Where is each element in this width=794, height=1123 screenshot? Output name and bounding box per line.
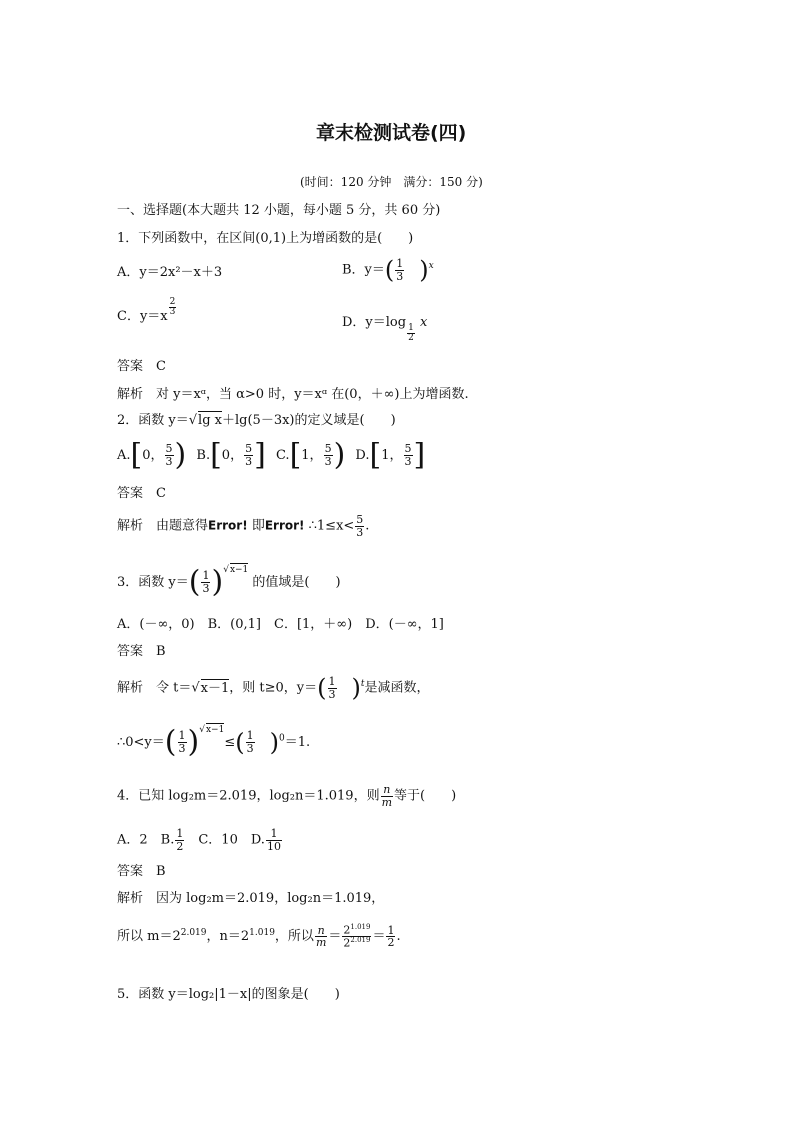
question-2-option-b: B.[0， $\frac{5}{3}$ ] <box>196 437 266 472</box>
question-2-options <box>117 437 426 472</box>
question-1-option-a: A．y＝2x²－x＋3 <box>117 265 223 280</box>
question-2-option-c: C.[1， $\frac{5}{3}$ ) <box>275 437 346 472</box>
question-2-answer: 答案 C <box>117 486 166 501</box>
question-3-stem: 3．函数 y＝( $\frac{1}{3}$ )$^{√x-1}$ 的值域是( ) <box>117 564 341 600</box>
question-4-analysis-line-1: 解析 因为 log₂m＝2.019，log₂n＝1.019， <box>117 891 385 906</box>
question-3-analysis-line-1: 解析 令 t＝√x－1，则 t≥0，y＝( $\frac{1}{3}$ )$^t$是减函数， <box>117 674 430 703</box>
page-title: 章末检测试卷(四) <box>316 122 467 144</box>
question-4-stem: 4．已知 log₂m＝2.019，log₂n＝1.019，则 $\frac{n}{m}$ 等于( ) <box>117 783 457 809</box>
question-2-stem: 2．函数 y＝√lg x＋lg(5－3x)的定义域是( ) <box>117 413 396 428</box>
question-2-option-a: A.[0， $\frac{5}{3}$ ) <box>117 437 187 472</box>
question-2-option-d: D.[1， $\frac{5}{3}$ ] <box>355 437 426 472</box>
section-heading: 一、选择题(本大题共 12 小题，每小题 5 分，共 60 分) <box>117 203 441 218</box>
question-4-options: A．2 B. $\frac{1}{2}$ C．10 D. $\frac{1}{10}$ <box>117 827 281 853</box>
question-2-analysis: 解析 由题意得Error! 即Error! ∴1≤x< $\frac{5}{3}$ . <box>117 513 370 539</box>
question-1-analysis: 解析 对 y＝xᵅ，当 α>0 时，y＝xᵅ 在(0，＋∞)上为增函数. <box>117 387 469 402</box>
question-1-answer: 答案 C <box>117 359 166 374</box>
question-3-analysis-line-2: ∴0<y＝( $\frac{1}{3}$ )$^{√x-1}$≤( $\frac{1}{3}$ )$^0$＝1. <box>117 724 311 760</box>
question-4-answer: 答案 B <box>117 864 166 879</box>
question-1-option-b: B．y＝( $\frac{1}{3}$ )$^x$ <box>342 256 434 285</box>
question-1-option-d: D．y＝log $\frac{1}{2}$ x <box>342 315 428 343</box>
question-3-answer: 答案 B <box>117 644 166 659</box>
exam-info: (时间：120 分钟 满分：150 分) <box>300 175 483 189</box>
question-5-stem: 5．函数 y＝log₂|1－x|的图象是( ) <box>117 987 340 1002</box>
question-1-option-c: C．y＝x $\frac{2}{3}$ <box>117 297 176 324</box>
question-3-options: A．(－∞，0) B．(0,1] C．[1，＋∞) D．(－∞，1] <box>117 617 444 632</box>
question-4-analysis-line-2: 所以 $m=2^{2.019}$，$n=2^{1.019}$，所以 $\frac{n}{m}$ ＝ $\frac{2^{1.019}}{2^{2.019}}$ ＝ $\frac{1}{2}$ . <box>117 923 401 950</box>
question-1-stem: 1．下列函数中，在区间(0,1)上为增函数的是( ) <box>117 231 414 246</box>
